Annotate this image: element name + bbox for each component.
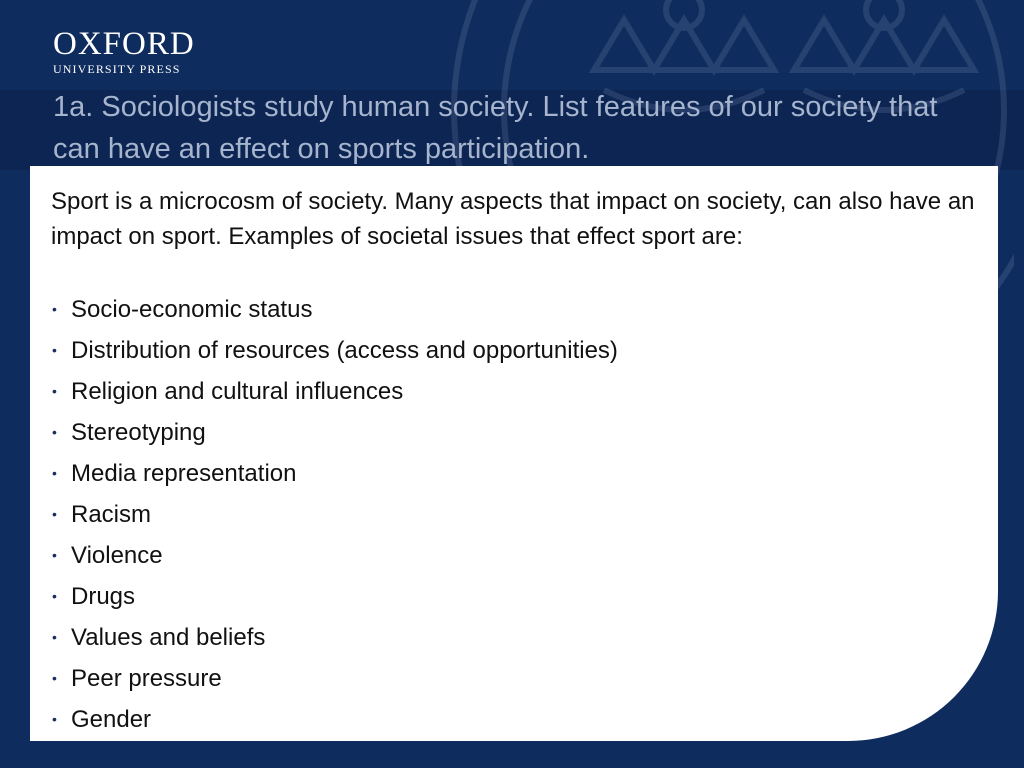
bullet-icon: • (52, 424, 57, 440)
bullet-text: Religion and cultural influences (71, 378, 404, 405)
bullet-item (51, 371, 618, 412)
bullet-text: Socio-economic status (71, 296, 313, 323)
bullet-item (51, 576, 618, 617)
bullet-text: Distribution of resources (access and opportunities) (71, 337, 618, 364)
bullet-item (51, 453, 618, 494)
bullet-text: Peer pressure (71, 665, 222, 692)
bullet-list (51, 289, 618, 740)
bullet-item (51, 699, 618, 740)
bullet-icon: • (52, 629, 57, 645)
bullet-icon: • (52, 711, 57, 727)
bullet-item (51, 330, 618, 371)
bullet-item (51, 617, 618, 658)
bullet-icon: • (52, 506, 57, 522)
bullet-text: Racism (71, 501, 152, 528)
logo-name: OXFORD (53, 26, 195, 62)
bullet-text: Stereotyping (71, 419, 206, 446)
bullet-icon: • (52, 465, 57, 481)
bullet-icon: • (52, 588, 57, 604)
bullet-item (51, 494, 618, 535)
bullet-icon: • (52, 383, 57, 399)
bullet-text: Drugs (71, 583, 136, 610)
oxford-logo (53, 27, 195, 76)
bullet-icon: • (52, 670, 57, 686)
bullet-item (51, 658, 618, 699)
bullet-icon: • (52, 342, 57, 358)
bullet-text: Violence (71, 542, 163, 569)
intro-text: Sport is a microcosm of society. Many aspects that impact on society, can also have an impact on sport. Examples of societal issues that effect sport are: (51, 188, 975, 250)
content-panel (30, 166, 998, 741)
bullet-item (51, 412, 618, 453)
logo-subtitle: UNIVERSITY PRESS (53, 62, 181, 76)
bullet-icon: • (52, 547, 57, 563)
bullet-text: Gender (71, 706, 152, 733)
bullet-item (51, 289, 618, 330)
bullet-text: Media representation (71, 460, 297, 487)
bullet-text: Values and beliefs (71, 624, 266, 651)
bullet-item (51, 535, 618, 576)
slide-title: 1a. Sociologists study human society. List features of our society that can have an effect on sports participation. (53, 91, 938, 165)
bullet-icon: • (52, 301, 57, 317)
